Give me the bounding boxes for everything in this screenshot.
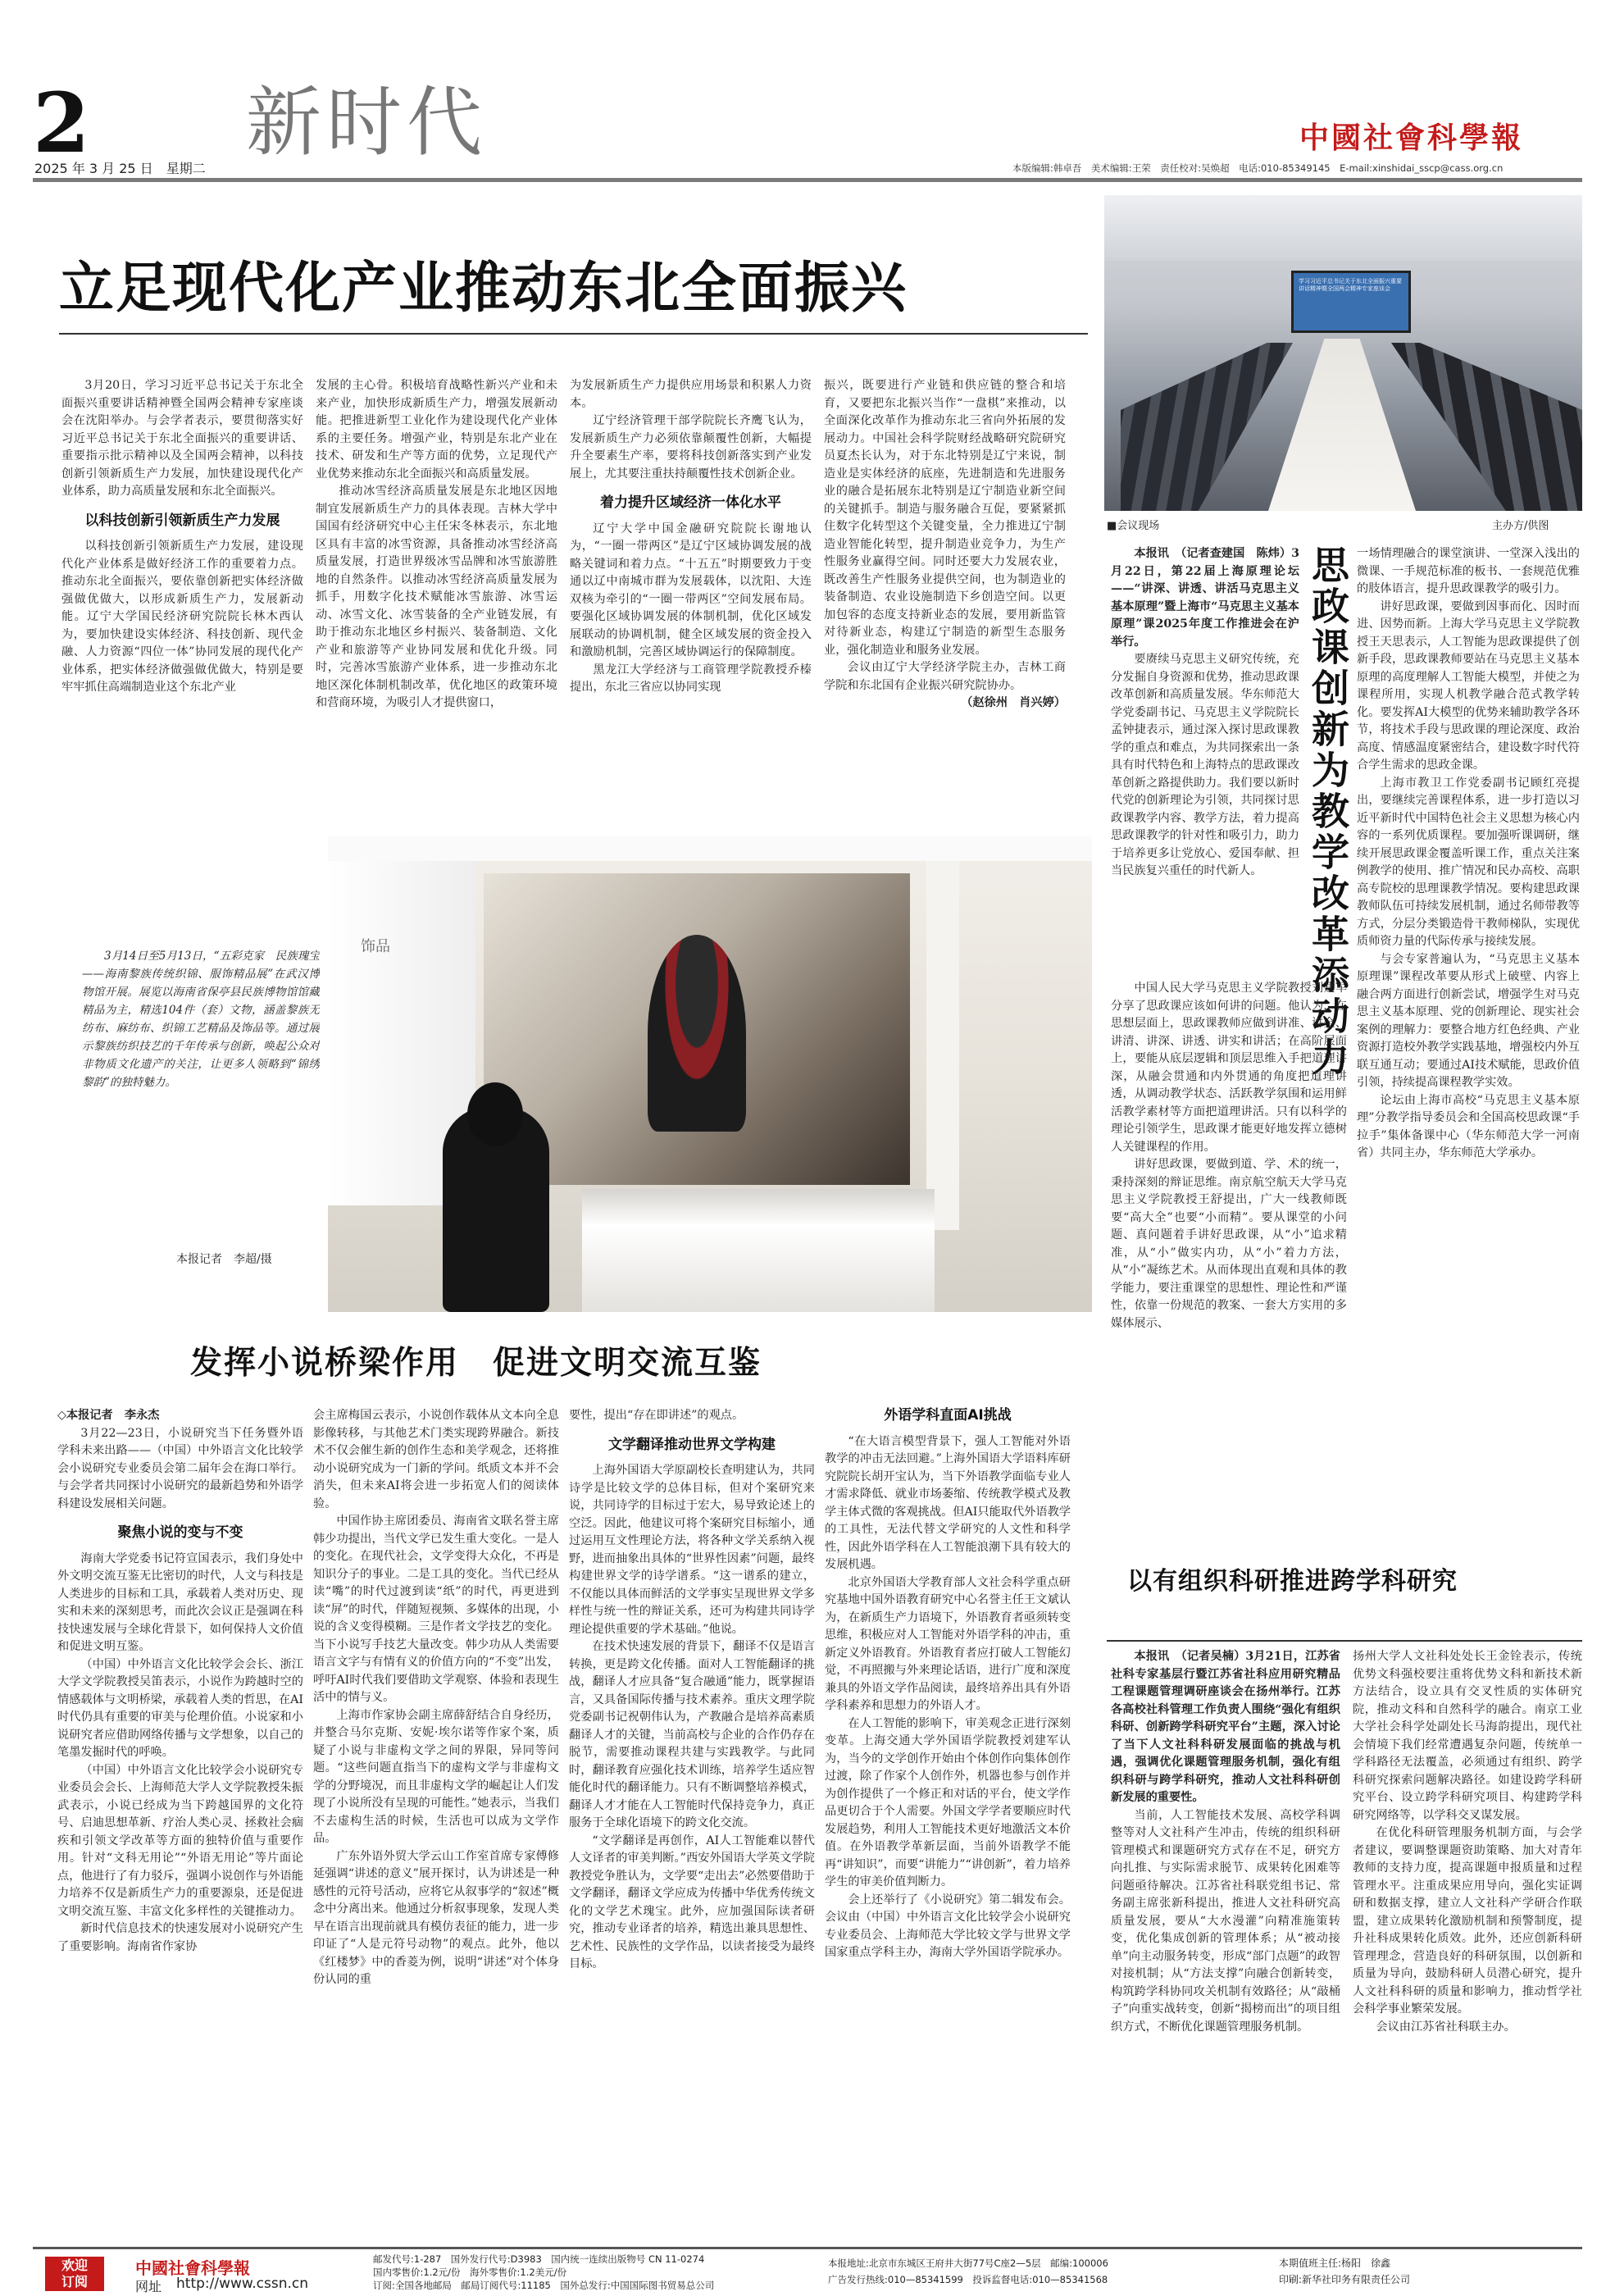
footer-subscribe-line: 订阅:全国各地邮局 邮局订阅代号:11185 国外总发行:中国国际图书贸易总公司 — [373, 2280, 715, 2291]
footer-address — [828, 2255, 1108, 2288]
article1-subhead-1: 以科技创新引领新质生产力发展 — [84, 512, 280, 529]
headline-ideology-course: 思政课创新为教学改革添动力 — [1306, 545, 1350, 1078]
exhibition-photo-caption: 3月14日至5月13日，“五彩克家 民族瑰宝——海南黎族传统织锦、服饰精品展”在武汉博物馆开展。展览以海南省保亭县民族博物馆馆藏精品为主，精选104件（套）文物，涵盖黎族无纺布、麻纺布、织锦工艺精品及饰品等。通过展示黎族纺织技艺的千年传承与创新，唤起公众对非物质文化遗产的关注，让更多人领略到“锦绣黎韵”的独特魅力。 — [82, 950, 320, 1089]
article1-col4: 振兴，既要进行产业链和供应链的整合和培育，又要把东北振兴当作“一盘棋”来推动，以全面深化改革作为推动东北三省向外拓展的发展动力。中国社会科学院财经战略研究院研究员夏杰长认为，对于东北特别是辽宁来说，制造业是实体经济的底座，先进制造和先进服务业的融合是拓展东北特别是辽宁制造业新空间的关键抓手。制造与服务融合互促，要紧紧抓住数字化转型这个关键变量，全力推进辽宁制造业智能化转型，提升制造业竞争力，为生产性服务业赢得空间。同时还要大力发展农业，既改善生产性服务业提供空间，也为制造业的装备制造、农业设施制造下乡创造空间。以更加包容的态度支持新业态的发展，要用新监管对待新业态，构建辽宁制造的新型生态服务业，强化制造业和服务业发展。 会议由辽宁大学经济学院主办，吉林工商学院和东北国有企业振兴研究院协办。 （赵徐州 肖兴婷） — [824, 379, 1066, 709]
meeting-photo — [1104, 195, 1582, 511]
section-title: 新时代 — [246, 79, 488, 166]
footer-website-label: 网址 — [135, 2279, 162, 2294]
footer-website-link[interactable]: http://www.cssn.cn — [176, 2276, 308, 2292]
article3-col2: 会主席梅国云表示，小说创作载体从文本向全息影像转移，与其他艺术门类实现跨界融合。新技术不仅会催生新的创作生态和美学观念，还将推动小说研究成为一门新的学问。纸质文本并不会消失，但未来AI将会进一步拓宽人们的阅读体验。 中国作协主席团委员、海南省文联名誉主席韩少功提出，当代文学已发生重大变化。一是人的变化。在现代社会，文学变得大众化，不再是知识分子的事业。二是工具的变化。当代已经从读“嘴”的时代过渡到读“纸”的时代，再更进到读“屏”的时代，伴随短视频、多媒体的出现，小说的含义变得模糊。三是作者文学技艺的变化。当下小说写手技艺大量改变。韩少功从人类需要语言文字与有情有义的价值方向的“不变”出发，呼吁AI时代我们要借助文学观察、体验和表现生活中的情与义。 上海市作家协会副主席薛舒结合自身经历，并整合马尔克斯、安妮·埃尔诺等作家个案，质疑了小说与非虚构文学之间的界限，异同等问题。“这些问题直指当下的虚构文学与非虚构文学的分野境况，而且非虚构文学的崛起让人们发现了小说所没有呈现的可能性。”她表示，当我们不去虚构生活的时候，生活也可以成为文学作品。 广东外语外贸大学云山工作室首席专家傅修延强调“讲述的意义”展开探讨，认为讲述是一种感性的元符号活动，应将它从叙事学的“叙述”概念中分离出来。他通过分析叙事现象，发现人类早在语言出现前就具有模仿表征的能力，进一步印证了“人是元符号动物”的观点。此外，他以《红楼梦》中的香菱为例，说明“讲述”对个体身份认同的重 — [313, 1409, 559, 1986]
article3-col4: 外语学科直面AI挑战 “在大语言模型背景下，强人工智能对外语教学的冲击无法回避。”上海外国语大学语料库研究院院长胡开宝认为，当下外语教学面临专业人才需求降低、就业市场萎缩、传统教学模式及教学主体式微的客观挑战。但AI只能取代外语教学的工具性，无法代替文学研究的人文性和科学性，因此外语学科在人工智能浪潮下具有较大的发展机遇。 北京外国语大学教育部人文社会科学重点研究基地中国外语教育研究中心名誉主任王文斌认为，在新质生产力语境下，外语教育者亟须转变思维，积极应对人工智能对外语学科的冲击，重新定义外语教育。外语教育者应打破人工智能幻觉，不再照搬与外来理论话语，进行广度和深度兼具的外语文学作品阅读，最终培养出具有外语学科素养和思想力的外语人才。 在人工智能的影响下，审美观念正进行深刻变革。上海交通大学外国语学院教授刘建军认为，当今的文学创作开始由个体创作向集体创作过渡，除了作家个人创作外，机器也参与创作并为创作提供了一个修正和对话的平台，使文学作品更切合于个人需要。外国文学学者要顺应时代发展趋势，利用人工智能技术更好地激活文本价值。在外语教学革新层面，当前外语教学不能再“讲知识”，而要“讲能力”“讲创新”，着力培养学生的审美价值判断力。 会上还举行了《小说研究》第二辑发布会。会议由（中国）中外语言文化比较学会小说研究专业委员会、上海师范大学比较文学与世界文学国家重点学科主办，海南大学外国语学院承办。 — [825, 1407, 1071, 1959]
footer-price-line: 国内零售价:1.2元/份 海外零售价:1.2美元/份 — [373, 2266, 567, 2278]
article3-col1: ◇本报记者 李永杰 3月22—23日，小说研究当下任务暨外语学科未来出路——（中国）中外语言文化比较学会小说研究专业委员会第二届年会在海口举行。与会学者共同探讨小说研究的最新趋势和外语学科建设发展相关问题。 聚焦小说的变与不变 海南大学党委书记符宣国表示，我们身处中外文明交流互鉴无比密切的时代，人文与科技是人类进步的目标和工具，承载着人类对历史、现实和未来的深刻思考，而此次会议正是强调在科技快速发展与全球化背景下，如何保持人文价值和促进文明互鉴。 （中国）中外语言文化比较学会会长、浙江大学文学院教授吴笛表示，小说作为跨越时空的情感载体与文明桥梁，承载着人类的哲思，在AI时代仍具有重要的审美与伦理价值。小说家和小说研究者应借助网络传播与文学想象，以自己的笔墨发掘时代的呼唤。 （中国）中外语言文化比较学会小说研究专业委员会会长、上海师范大学人文学院教授朱振武表示，小说已经成为当下跨越国界的文化符号、启迪思想革新、疗治人类心灵、拯救社会痼疾和引领文学改革等方面的独特价值与重要作用。针对“文科无用论”“外语无用论”等片面论点，他进行了有力驳斥，强调小说创作与外语能力培养不仅是新质生产力的重要源泉，还是促进文明交流互鉴、丰富文化多样性的关键推动力。 新时代信息技术的快速发展对小说研究产生了重要影响。海南省作家协 — [57, 1409, 303, 1953]
article4-col2: 扬州大学人文社科处处长王金铨表示，传统优势文科强校要注重将优势文科和新技术新方法结合，设立具有交叉性质的实体研究院，推动文科和自然科学的融合。南京工业大学社会科学处副处长马海韵提出，现代社会情境下我们经常遭遇复杂问题，传统单一学科路径无法覆盖，必须通过有组织、跨学科研究探索问题解决路径。如建设跨学科研究平台、设立跨学科研究项目、构建跨学科研究网络等，以学科交叉谋发展。 在优化科研管理服务机制方面，与会学者建议，要调整课题资助策略、加大对青年教师的支持力度，提高课题申报质量和过程管理水平。注重成果应用导向，强化实证调研和数据支撑，建立人文社科产学研合作联盟，建立成果转化激励机制和预警制度，提升社科成果转化质效。此外，还应创新科研管理理念，营造良好的科研氛围，以创新和质量为导向，鼓励科研人员潜心研究，提升人文社科科研的质量和影响力，推动哲学社会科学事业繁荣发展。 会议由江苏省社科联主办。 — [1353, 1650, 1582, 2034]
footer-postal — [373, 2253, 714, 2292]
headline-novel: 发挥小说桥梁作用 促进文明交流互鉴 — [190, 1345, 762, 1382]
footer-postal-line: 邮发代号:1-287 国外发行代号:D3983 国内统一连续出版物号 CN 11-0274 — [373, 2253, 705, 2265]
footer-ad-line: 广告发行热线:010—85341599 投诉监督电话:010—85341568 — [828, 2274, 1108, 2285]
article1-col3: 为发展新质生产力提供应用场景和积累人力资本。 辽宁经济管理干部学院院长齐鹰飞认为，发展新质生产力必须依靠颠覆性创新，大幅提升全要素生产率，要将科技创新落实到产业发展上，尤其要注重扶持颠覆性技术创新企业。 着力提升区域经济一体化水平 辽宁大学中国金融研究院院长谢地认为，“一圈一带两区”是辽宁区域协调发展的战略关键词和着力点。“十五五”时期要致力于变通以辽中南城市群为发展载体，以沈阳、大连双核为牵引的“一圈一带两区”空间发展布局。要强化区域协调发展的体制机制，优化区域发展联动的协调机制，健全区域发展的资金投入和激励机制，完善区域协调运行的保障制度。 黑龙江大学经济与工商管理学院教授乔榛提出，东北三省应以协同实现 — [570, 379, 812, 694]
article3-subhead-3: 外语学科直面AI挑战 — [884, 1407, 1012, 1424]
article3-subhead-2: 文学翻译推动世界文学构建 — [608, 1436, 776, 1453]
meeting-table — [1268, 339, 1416, 511]
article2-col2: 一场情理融合的课堂演讲、一堂深入浅出的微课、一手规范标准的板书、一套规范优雅的肢体语言，提升思政课教学的吸引力。 讲好思政课，要做到因事而化、因时而进、因势而新。上海大学马克思主义学院教授王天思表示，人工智能为思政课提供了创新手段，思政课教师要站在马克思主义基本原理的高度理解人工智能大模型，并使之为课程所用，实现人机教学融合范式教学转化。要发挥AI大模型的优势来辅助教学各环节，将技术手段与思政课的理论深度、政治高度、情感温度紧密结合，建设数字时代符合学生需求的思政金课。 上海市教卫工作党委副书记顾红亮提出，要继续完善课程体系，进一步打造以习近平新时代中国特色社会主义思想为核心内容的一系列优质课程。要加强听课调研，继续开展思政课金覆盖听课工作，重点关注案例教学的使用、推广情况和民办高校、高职高专院校的思理课教学情况。要构建思政课教师队伍可持续发展机制，通过名师带教等方式，分层分类锻造骨干教师梯队，实现优质师资力量的代际传承与接续发展。 与会专家普遍认为，“马克思主义基本原理课”课程改革要从形式上破壁、内容上融合两方面进行创新尝试，增强学生对马克思主义基本原理、党的创新理论、现实社会案例的理解力：要整合地方红色经典、产业资源打造校外教学实践基地，增强校内外互联互通互动；要通过AI技术赋能，思政价值引领，持续提高课程教学实效。 论坛由上海市高校“马克思主义基本原理”分教学指导委员会和全国高校思政课“手拉手”集体备课中心（华东师范大学一河南省）共同主办，华东师范大学承办。 — [1357, 547, 1580, 1159]
meeting-ceiling — [1104, 195, 1582, 261]
editors-line: 本版编辑:韩卓吾 美术编辑:王荣 责任校对:吴焕超 电话:010-85349145 E-mail:xinshidai_sscp@cass.org.cn — [1012, 162, 1504, 174]
footer-printer: 印刷:新华社印务有限责任公司 — [1279, 2274, 1411, 2285]
exhibition-pillar — [926, 861, 959, 1230]
attendees-right — [1391, 343, 1582, 511]
subscribe-welcome: 欢迎 — [61, 2257, 88, 2273]
article3-subhead-1: 聚焦小说的变与不变 — [117, 1524, 243, 1541]
subscribe-label: 订阅 — [61, 2274, 88, 2289]
attendees-left — [1121, 343, 1293, 511]
meeting-photo-caption: ■会议现场 — [1107, 520, 1160, 532]
article2-col1-top: 本报讯 （记者查建国 陈炜）3月22日，第22届上海原理论坛——“讲深、讲透、讲活马克思主义基本原理”暨上海市“马克思主义基本原理”课2025年度工作推进会在沪举行。 要赓续马克思主义研究传统，充分发掘自身资源和优势，推动思政课改革创新和高质量发展。华东师范大学党委副书记、马克思主义学院院长孟钟捷表示，通过深入探讨思政课教学的重点和难点，为共同探索出一条具有时代特色和上海特点的思政课改革创新之路提供助力。我们要以新时代党的创新理论为引领，共同探讨思政课教学内容、教学方法，着力提高思政课教学的针对性和吸引力，助力于培养更多让党放心、爱国奉献、担当民族复兴重任的时代新人。 — [1111, 547, 1299, 877]
article4-top-rule — [1107, 1640, 1582, 1642]
meeting-photo-credit: 主办方/供图 — [1492, 520, 1549, 532]
paper-name-logo: 中國社會科學報 — [1299, 121, 1524, 155]
exhibition-ceiling-light — [328, 836, 1092, 861]
meeting-screen-text: 学习习近平总书记关于东北全面振兴重要讲话精神暨全国两会精神专家座谈会 — [1299, 278, 1402, 292]
headline-northeast: 立足现代化产业推动东北全面振兴 — [59, 256, 908, 320]
meeting-screen — [1291, 271, 1411, 333]
footer-duty — [1279, 2255, 1410, 2288]
article1-col2: 发展的主心骨。积极培育战略性新兴产业和未来产业，加快形成新质生产力，增强发展新动能。把推进新型工业化作为建设现代化产业体系的主要任务。增强产业，特别是东北产业在技术、研发和生产等方面的优势，立足现代产业优势来推动东北全面振兴和高质量发展。 推动冰雪经济高质量发展是东北地区因地制宜发展新质生产力的具体表现。吉林大学中国国有经济研究中心主任宋冬林表示，东北地区具有丰富的冰雪资源，具备推动冰雪经济高质量发展，打造世界级冰雪品牌和冰雪旅游胜地的自然条件。以推动冰雪经济高质量发展为抓手，用数字化技术赋能冰雪旅游、冰雪运动、冰雪文化、冰雪装备的全产业链发展，有助于推动东北地区乡村振兴、装备制造、文化产业和旅游等产业协同发展和优化升级。同时，完善冰雪旅游产业体系，进一步推动东北地区深化体制机制改革，优化地区的政策环境和营商环境，为吸引人才提供窗口， — [316, 379, 557, 709]
exhibition-photo-credit: 本报记者 李超/摄 — [176, 1253, 272, 1266]
article2-col1-bottom: 中国人民大学马克思主义学院教授刘建军分享了思政课应该如何讲的问题。他认为，在思想层面上，思政课教师应做到讲准、讲全、讲清、讲深、讲透、讲实和讲活；在高阶层面上，要能从底层逻辑和顶层思维入手把道理讲深，从融会贯通和内外贯通的角度把道理讲透，从调动教学状态、活跃教学氛围和运用鲜活教学素材等方面把道理讲活。只有以科学的理论引领学生，思政课才能更好地发挥立德树人关键课程的作用。 讲好思政课，要做到道、学、术的统一，秉持深刻的辩证思维。南京航空航天大学马克思主义学院教授王舒提出，广大一线教师既要“高大全”也要“小而精”。要从课堂的小问题、真问题着手讲好思政课，从“小”追求精准，从“小”做实内功，从“小”着力方法，从“小”凝练艺术。从而体现出直观和具体的教学能力，要注重课堂的思想性、理论性和严谨性，依靠一份规范的教案、一套大方实用的多媒体展示、 — [1111, 982, 1347, 1330]
article3-col3: 要性，提出“存在即讲述”的观点。 文学翻译推动世界文学构建 上海外国语大学原副校长查明建认为，共同诗学是比较文学的总体目标，但对个案研究来说，共同诗学的目标过于宏大，易导致论述上的空泛。因此，他建议可将个案研究目标缩小，通过运用互文性理论方法，将各种文学关系纳入视野，进而抽象出具体的“世界性因素”问题，最终构建世界文学的诗学谱系。“这一谱系的建立，不仅能以具体而鲜活的文学事实呈现世界文学多样性与统一性的辩证关系，还可为构建共同诗学理论提供重要的学术基础。”他说。 在技术快速发展的背景下，翻译不仅是语言转换，更是跨文化传播。面对人工智能翻译的挑战，翻译人才应具备“复合融通”能力，既掌握语言，又具备国际传播与技术素养。重庆文理学院党委副书记祝朝伟认为，产教融合是培养高素质翻译人才的关键，当前高校与企业的合作仍存在脱节，需要推动课程共建与实践教学。与此同时，翻译教育应强化技术训练，培养学生适应智能化时代的翻译能力。只有不断调整培养模式，翻译人才才能在人工智能时代保持竞争力，真正服务于全球化语境下的跨文化交流。 “文学翻译是再创作，AI人工智能难以替代人文译者的审美判断。”西安外国语大学英文学院教授党争胜认为，文学要“走出去”必然要借助于文学翻译，翻译文学应成为传播中华优秀传统文化的文学艺术瑰宝。此外，应加强国际读者研究，推动专业译者的培养，精选出兼具思想性、艺术性、民族性的文学作品，以读者接受为最终目标。 — [569, 1409, 815, 1970]
article1-col1: 3月20日，学习习近平总书记关于东北全面振兴重要讲话精神暨全国两会精神专家座谈会在沈阳举办。与会学者表示，要贯彻落实好习近平总书记关于东北全面振兴的重要讲话、重要指示批示精神以及全国两会精神，以科技创新引领新质生产力发展，加快建设现代化产业体系，助力高质量发展和东北全面振兴。 以科技创新引领新质生产力发展 以科技创新引领新质生产力发展，建设现代化产业体系是做好经济工作的重要着力点。推动东北全面振兴，要依靠创新把实体经济做强做优做大，以形成新质生产力，发展新动能。辽宁大学国民经济研究院院长林木西认为，要加快建设实体经济、科技创新、现代金融、人力资源“四位一体”协同发展的现代化产业体系，把实体经济做强做优做大，特别是要牢牢抓住高端制造业这个东北产业 — [61, 379, 303, 694]
exhibition-wall-label: 饰品 — [361, 938, 390, 955]
footer-rule — [33, 2247, 1582, 2249]
subscribe-badge — [45, 2257, 104, 2291]
article1-subhead-2: 着力提升区域经济一体化水平 — [600, 494, 781, 511]
page-number: 2 — [33, 75, 90, 171]
footer-duty-editor: 本期值班主任:杨阳 徐鑫 — [1279, 2257, 1391, 2269]
date-line: 2025 年 3 月 25 日 星期二 — [34, 161, 206, 176]
visitor-head — [467, 1082, 523, 1146]
costume-silhouette — [648, 935, 746, 1132]
footer-address-line: 本报地址:北京市东城区王府井大街77号C座2—5层 邮编:100006 — [828, 2257, 1108, 2269]
footer-paper-name: 中國社會科學報 — [135, 2258, 250, 2278]
headline-interdisciplinary: 以有组织科研推进跨学科研究 — [1127, 1567, 1458, 1596]
headline-underline — [59, 333, 1088, 335]
article4-col1: 本报讯 （记者吴楠）3月21日，江苏省社科专家基层行暨江苏省社科应用研究精品工程课题管理调研座谈会在扬州举行。江苏各高校社科管理工作负责人围绕“强化有组织科研、创新跨学科研究平台”主题，深入讨论了当下人文社科科研发展面临的挑战与机遇，强调优化课题管理服务机制，强化有组织科研与跨学科研究，推动人文社科科研创新发展的重要性。 当前，人工智能技术发展、高校学科调整等对人文社科产生冲击，传统的组织科研管理模式和课题研究方式存在不足，研究方向扎推、与实际需求脱节、成果转化困难等问题亟待解决。江苏省社科联党组书记、常务副主席张新科提出，推进人文社科研究高质量发展，要从“大水漫灌”向精准施策转变，优化集成创新的管理体系；从“被动接单”向主动服务转变，形成“部门点题”的政智对接机制；从“方法支撑”向融合创新转变，构筑跨学科协同攻关机制有效路径；从“敲桶子”向重实战转变，创新“揭榜而出”的项目组织方式，不断优化课题管理服务机制。 — [1111, 1650, 1340, 2034]
masthead-rule — [33, 178, 1582, 182]
display-cabinet — [582, 1189, 935, 1312]
